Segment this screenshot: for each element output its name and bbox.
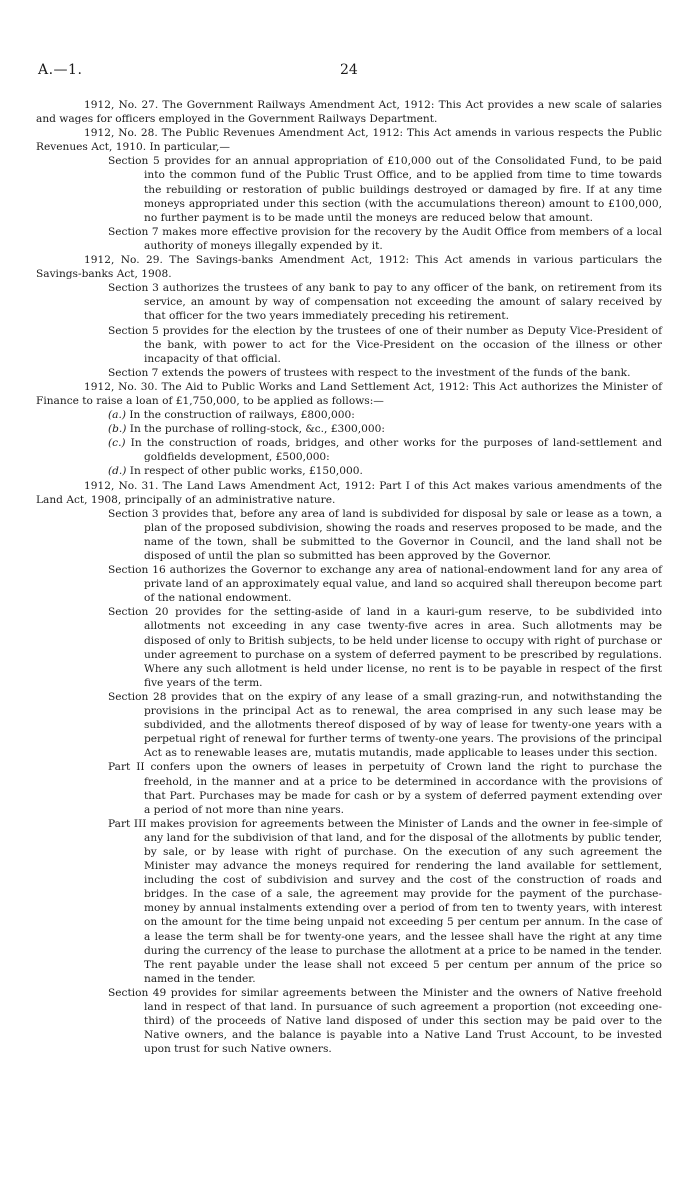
loan-list-item (36, 422, 662, 436)
section-paragraph: Section 3 provides that, before any area of land is subdivided for disposal by sale or lease as a town, a plan of the proposed subdivision, showing the roads and reserves proposed to be made, and the name of the town, shall be submitted to the Governor in Council, and the land shall not be disposed of until the plan so submitted has been approved by the Governor. (108, 507, 662, 562)
section-paragraph: Section 16 authorizes the Governor to exchange any area of national-endowment land for any area of private land of an approximately equal value, and land so acquired shall thereupon become part of the national endowment. (108, 564, 662, 605)
section-paragraph: Section 5 provides for an annual appropriation of £10,000 out of the Consolidated Fund, to be paid into the common fund of the Public Trust Office, and to be applied from time to time towards the rebuilding or restoration of public buildings destroyed or damaged by fire. If at any time moneys appropriated under this section (with the accumulations thereon) amount to £100,000, no further payment is to be made until the moneys are reduced below that amount. (108, 155, 662, 224)
list-item-text: In the construction of railways, £800,000: (129, 409, 355, 422)
section-paragraph: Section 5 provides for the election by the trustees of one of their number as Deputy Vice-President of the bank, with power to act for the Vice-President on the occasion of the illness or other incapacity of that official. (108, 324, 662, 365)
list-item-text: In the purchase of rolling-stock, &c., £300,000: (129, 423, 385, 436)
act-paragraph: 1912, No. 30. The Aid to Public Works and Land Settlement Act, 1912: This Act authorizes the Minister of Finance to raise a loan of £1,750,000, to be applied as follows:— (36, 380, 662, 407)
loan-list-item (36, 436, 662, 464)
section-paragraph: Part III makes provision for agreements between the Minister of Lands and the owner in fee-simple of any land for the subdivision of that land, and for the disposal of the allotments by public tender, by sale, or by lease with right of purchase. On the execution of any such agreement the Minister may advance the moneys required for rendering the land available for settlement, including the cost of subdivision and survey and the cost of the construction of roads and bridges. In the case of a sale, the agreement may provide for the payment of the purchase-money by annual instalments extending over a period of from ten to twenty years, with interest on the amount for the time being unpaid not exceeding 5 per centum per annum. In the case of a lease the term shall be for twenty-one years, and the lessee shall have the right at any time during the currency of the lease to purchase the allotment at a price to be named in the tender. The rent payable under the lease shall not exceed 5 per centum per annum of the price so named in the tender. (108, 817, 662, 985)
list-item-text: In respect of other public works, £150,000. (129, 465, 363, 478)
document-body (36, 98, 662, 1056)
page-number: 24 (340, 62, 358, 78)
section-paragraph: Section 20 provides for the setting-aside of land in a kauri-gum reserve, to be subdivided into allotments not exceeding in any case twenty-five acres in area. Such allotments may be disposed of only to British subjects, to be held under license to occupy with right of purchase or under agreement to purchase on a system of deferred payment to be prescribed by regulations. Where any such allotment is held under license, no rent is to be payable in respect of the first five years of the term. (108, 606, 662, 689)
list-item-text: In the construction of roads, bridges, and other works for the purposes of land-settlement and goldfields development, £500,000: (130, 437, 662, 464)
list-item-label: (b.) (108, 423, 127, 436)
section-paragraph: Section 28 provides that on the expiry of any lease of a small grazing-run, and notwithstanding the provisions in the principal Act as to renewal, the area comprised in any such lease may be subdivided, and the allotments thereof disposed of by way of lease for twenty-one years with a perpetual right of renewal for further terms of twenty-one years. The provisions of the principal Act as to renewable leases are, mutatis mutandis, made applicable to leases under this section. (108, 690, 662, 760)
list-item-label: (d.) (108, 465, 127, 478)
document-reference: A.—1. (38, 62, 83, 78)
section-paragraph: Section 49 provides for similar agreements between the Minister and the owners of Native freehold land in respect of that land. In pursuance of such agreement a proportion (not exceeding one-third) of the proceeds of Native land disposed of under this section may be paid over to the Native owners, and the balance is payable into a Native Land Trust Account, to be invested upon trust for such Native owners. (108, 986, 662, 1056)
act-paragraph: 1912, No. 29. The Savings-banks Amendment Act, 1912: This Act amends in various particulars the Savings-banks Act, 1908. (36, 254, 662, 281)
act-paragraph: 1912, No. 28. The Public Revenues Amendment Act, 1912: This Act amends in various respects the Public Revenues Act, 1910. In particular,— (36, 127, 662, 154)
section-paragraph: Section 7 makes more effective provision for the recovery by the Audit Office from members of a local authority of moneys illegally expended by it. (108, 225, 662, 252)
section-paragraph: Part II confers upon the owners of leases in perpetuity of Crown land the right to purchase the freehold, in the manner and at a price to be determined in accordance with the provisions of that Part. Purchases may be made for cash or by a system of deferred payment extending over a period of not more than nine years. (108, 761, 662, 816)
list-item-label: (a.) (108, 409, 126, 422)
loan-list-item (36, 464, 662, 478)
section-paragraph: Section 7 extends the powers of trustees with respect to the investment of the funds of the bank. (108, 366, 631, 379)
list-item-label: (c.) (108, 437, 126, 450)
act-paragraph: 1912, No. 31. The Land Laws Amendment Act, 1912: Part I of this Act makes various amendments of the Land Act, 1908, principally of an administrative nature. (36, 479, 662, 506)
section-paragraph: Section 3 authorizes the trustees of any bank to pay to any officer of the bank, on retirement from its service, an amount by way of compensation not exceeding the amount of salary received by that officer for the two years immediately preceding his retirement. (108, 282, 662, 323)
loan-list-item (36, 408, 662, 422)
act-paragraph: 1912, No. 27. The Government Railways Amendment Act, 1912: This Act provides a new scale of salaries and wages for officers employed in the Government Railways Department. (36, 99, 662, 126)
